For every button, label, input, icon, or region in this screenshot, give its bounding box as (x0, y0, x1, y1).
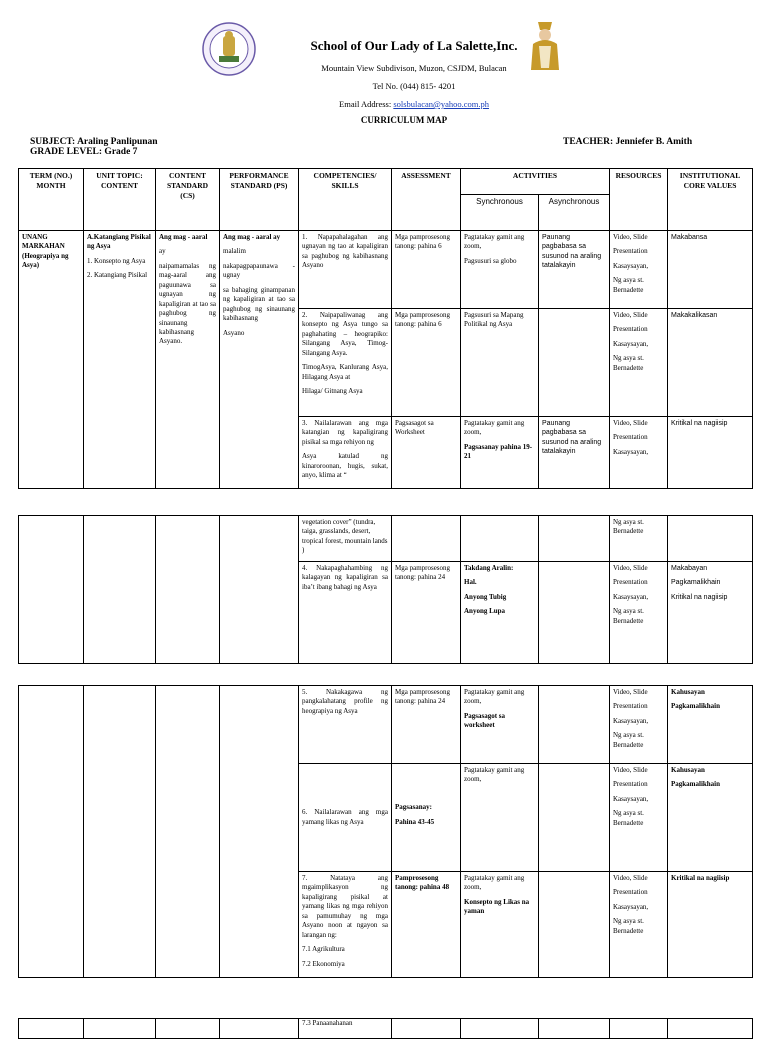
assess-6-text-1: Pagsasanay: (395, 803, 432, 812)
cs-text-2: ay (159, 247, 166, 256)
val-4-b: Pagkamalikhain (671, 579, 721, 587)
school-name: School of Our Lady of La Salette,Inc. (310, 38, 518, 53)
res-5-d: Ng asya st. Bernadette (613, 731, 644, 749)
sync-5 (461, 686, 539, 764)
term-cell (19, 231, 84, 489)
comp-3-text-2: Asya katulad ng kinaroroonan, hugis, sukat, anyo, klima at “ (302, 452, 388, 480)
competency-3-cont: vegetation cover” (tundra, taiga, grasslands, desert, tropical forest, mountain lands ) (299, 516, 392, 562)
unit-cell-b2 (84, 516, 156, 664)
val-4-c: Kritikal na nagiisip (671, 593, 728, 601)
sync-7 (461, 872, 539, 978)
val-5-b: Pagkamalikhain (671, 702, 721, 711)
assessment-1: Mga pamprosesong tanong: pahina 6 (392, 231, 461, 309)
res-5-a: Video, Slide (613, 688, 648, 696)
unit-cell-b3 (84, 686, 156, 978)
core-value-b4 (668, 1019, 753, 1039)
res-5-c: Kasaysayan, (613, 716, 649, 725)
assessment-6 (392, 764, 461, 872)
res-7-a: Video, Slide (613, 874, 648, 882)
curriculum-table-block-3 (18, 685, 753, 978)
async-3: Paunang pagbabasa sa susunod na araling tatalakayin (539, 417, 610, 489)
res-4-a: Video, Slide (613, 564, 648, 572)
ps-text-2: malalim (223, 247, 246, 256)
sync-1-text-1: Pagtatakay gamit ang zoom, (464, 233, 525, 251)
resources-7 (610, 872, 668, 978)
content-standard-cell (156, 231, 220, 489)
header-term: TERM (NO.) MONTH (19, 169, 84, 231)
comp-7-text-1: 7. Natataya ang mgaimplikasyon ng kapaligirang pisikal at yamang likas ng mga rehiyon sa pamumuhay ng mga Asyano noon at ngayon sa larangan ng: (302, 874, 388, 939)
res-1-d: Ng asya st. Bernadette (613, 276, 644, 294)
core-value-3: Kritikal na nagiisip (668, 417, 753, 489)
term-text: UNANG MARKAHAN (Heograpiya ng Asya) (22, 233, 69, 270)
ps-cell-b2 (220, 516, 299, 664)
competency-7-cont: 7.3 Panaanahanan (299, 1019, 392, 1039)
cs-cell-b4 (156, 1019, 220, 1039)
val-5-a: Kahusayan (671, 688, 705, 696)
header-synchronous: Synchronous (461, 195, 539, 231)
sync-4-text-4: Anyong Lupa (464, 607, 506, 616)
res-2-d: Ng asya st. Bernadette (613, 354, 644, 372)
async-b2-1 (539, 516, 610, 562)
async-6 (539, 764, 610, 872)
sync-7-text-2: Konsepto ng Likas na yaman (464, 897, 530, 916)
core-value-b2-1 (668, 516, 753, 562)
resources-6 (610, 764, 668, 872)
core-value-4 (668, 562, 753, 664)
teacher-label: TEACHER: Jenniefer B. Amith (563, 137, 693, 147)
sync-4-text-2: Hal. (464, 578, 477, 587)
resources-4 (610, 562, 668, 664)
resources-3 (610, 417, 668, 489)
assessment-b2-1 (392, 516, 461, 562)
school-email-line (0, 99, 768, 109)
sync-5-text-2: Pagsasagot sa worksheet (464, 711, 506, 730)
async-1: Paunang pagbabasa sa susunod na araling tatalakayin (539, 231, 610, 309)
async-b4 (539, 1019, 610, 1039)
async-4 (539, 562, 610, 664)
curriculum-table-block-1 (18, 168, 753, 489)
comp-7-text-2: 7.1 Agrikultura (302, 945, 345, 954)
ps-cell-b4 (220, 1019, 299, 1039)
grade-level-label: GRADE LEVEL: Grade 7 (30, 147, 138, 157)
ps-text-3: nakapagpapaunawa - ugnay (223, 261, 295, 280)
val-4-a: Makabayan (671, 565, 708, 572)
school-address: Mountain View Subdivison, Muzon, CSJDM, Bulacan (321, 63, 507, 73)
val-6-a: Kahusayan (671, 766, 705, 774)
res-1-a: Video, Slide (613, 233, 648, 241)
sync-3-text-1: Pagtatakay gamit ang zoom, (464, 419, 525, 437)
document-title: CURRICULUM MAP (360, 115, 448, 125)
res-6-c: Kasaysayan, (613, 794, 649, 803)
assessment-7: Pamprosesong tanong: pahina 48 (392, 872, 461, 978)
header-core-values: INSTITUTIONAL CORE VALUES (668, 169, 753, 231)
resources-1 (610, 231, 668, 309)
res-4-d: Ng asya st. Bernadette (613, 607, 644, 625)
val-6-b: Pagkamalikhain (671, 780, 721, 789)
header-content-standard: CONTENT STANDARD (CS) (156, 169, 220, 231)
header-competencies: COMPETENCIES/ SKILLS (299, 169, 392, 231)
school-tel: Tel No. (044) 815- 4201 (372, 81, 456, 91)
res-2-c: Kasaysayan, (613, 339, 649, 348)
ps-text-4: sa bahaging ginampanan ng kapaligiran at tao sa paghubog ng sinaunang kabihasnang (223, 285, 295, 323)
email-link[interactable]: solsbulacan@yahoo.com.ph (393, 99, 489, 109)
core-value-7: Kritikal na nagiisip (668, 872, 753, 978)
competency-3 (299, 417, 392, 489)
res-5-b: Presentation (613, 702, 648, 711)
header-unit-topic: UNIT TOPIC: CONTENT (84, 169, 156, 231)
header-assessment: ASSESSMENT (392, 169, 461, 231)
sync-2: Pagsusuri sa Mapang Politikal ng Asya (461, 309, 539, 417)
ps-cell-b3 (220, 686, 299, 978)
res-7-c: Kasaysayan, (613, 902, 649, 911)
competency-4: 4. Nakapaghahambing ng kalagayan ng kapaligiran sa iba’t ibang bahagi ng Asya (299, 562, 392, 664)
assessment-b4 (392, 1019, 461, 1039)
header-asynchronous: Asynchronous (539, 195, 610, 231)
cs-text-1: Ang mag - aaral (159, 233, 208, 241)
res-2-b: Presentation (613, 325, 648, 334)
competency-7 (299, 872, 392, 978)
competency-6: 6. Nailalarawan ang mga yamang likas ng Asya (299, 764, 392, 872)
res-2-a: Video, Slide (613, 311, 648, 319)
res-3-a: Video, Slide (613, 419, 648, 427)
res-1-b: Presentation (613, 247, 648, 256)
sync-7-text-1: Pagtatakay gamit ang zoom, (464, 874, 525, 892)
term-cell-b3 (19, 686, 84, 978)
term-cell-b2 (19, 516, 84, 664)
ps-text-1: Ang mag - aaral ay (223, 233, 281, 241)
cs-cell-b2 (156, 516, 220, 664)
sync-b4 (461, 1019, 539, 1039)
unit-cell-b4 (84, 1019, 156, 1039)
term-cell-b4 (19, 1019, 84, 1039)
header-activities: ACTIVITIES (461, 169, 610, 195)
res-6-a: Video, Slide (613, 766, 648, 774)
cs-cell-b3 (156, 686, 220, 978)
unit-title: A.Katangiang Pisikal ng Asya (87, 233, 151, 251)
curriculum-table-block-2 (18, 515, 753, 664)
core-value-6 (668, 764, 753, 872)
unit-item-1: 1. Konsepto ng Asya (87, 256, 146, 265)
header-performance-standard: PERFORMANCE STANDARD (PS) (220, 169, 299, 231)
resources-5 (610, 686, 668, 764)
sync-4-text-1: Takdang Aralin: (464, 564, 514, 572)
assessment-3: Pagsasagot sa Worksheet (392, 417, 461, 489)
res-7-d: Ng asya st. Bernadette (613, 917, 644, 935)
assessment-2: Mga pamprosesong tanong: pahina 6 (392, 309, 461, 417)
header-resources: RESOURCES (610, 169, 668, 231)
competency-5: 5. Nakakagawa ng pangkalahatang profile ng heograpiya ng Asya (299, 686, 392, 764)
resources-3-cont: Ng asya st. Bernadette (610, 516, 668, 562)
comp-3-text-1: 3. Nailalarawan ang mga katangian ng kapaligirang pisikal sa mga rehiyon ng (302, 419, 388, 446)
ps-text-5: Asyano (223, 328, 245, 337)
res-7-b: Presentation (613, 888, 648, 897)
sync-3 (461, 417, 539, 489)
res-4-c: Kasaysayan, (613, 592, 649, 601)
res-6-d: Ng asya st. Bernadette (613, 809, 644, 827)
curriculum-table-block-4 (18, 1018, 753, 1039)
sync-b2-1 (461, 516, 539, 562)
res-1-c: Kasaysayan, (613, 261, 649, 270)
competency-1: 1. Napapahalagahan ang ugnayan ng tao at kapaligiran sa paghubog ng kabihasnang Asyano (299, 231, 392, 309)
unit-item-2: 2. Katangiang Pisikal (87, 271, 148, 280)
sync-1-text-2: Pagsusuri sa globo (464, 256, 517, 265)
comp-2-text-3: Hilaga/ Gitnang Asya (302, 387, 363, 396)
resources-b4 (610, 1019, 668, 1039)
competency-2 (299, 309, 392, 417)
cs-text-3: naipamamalas ng mag-aaral ang paguunawa sa ugnayan ng kapaligiran at tao sa paghubog ng sinaunang kabihasnang Asyano. (159, 261, 216, 346)
core-value-1: Makabansa (668, 231, 753, 309)
core-value-2: Makakalikasan (668, 309, 753, 417)
async-5 (539, 686, 610, 764)
performance-standard-cell (220, 231, 299, 489)
res-4-b: Presentation (613, 578, 648, 587)
comp-2-text-2: TimogAsya, Kanlurang Asya, Hilagang Asya at (302, 363, 388, 381)
sync-6: Pagtatakay gamit ang zoom, (461, 764, 539, 872)
sync-3-text-2: Pagsasanay pahina 19-21 (464, 442, 533, 461)
async-2 (539, 309, 610, 417)
assessment-4: Mga pamprosesong tanong: pahina 24 (392, 562, 461, 664)
subject-label: SUBJECT: Araling Panlipunan (30, 137, 158, 147)
assess-6-text-2: Pahina 43-45 (395, 817, 435, 826)
comp-2-text-1: 2. Naipapaliwanag ang konsepto ng Asya tungo sa paghahating – heograpiko: Silangang Asya, Timog-Silangang Asya. (302, 311, 388, 357)
sync-4 (461, 562, 539, 664)
assessment-5: Mga pamprosesong tanong: pahina 24 (392, 686, 461, 764)
core-value-5 (668, 686, 753, 764)
res-3-b: Presentation (613, 433, 648, 442)
sync-5-text-1: Pagtatakay gamit ang zoom, (464, 688, 525, 706)
sync-1 (461, 231, 539, 309)
unit-topic-cell (84, 231, 156, 489)
resources-2 (610, 309, 668, 417)
res-6-b: Presentation (613, 780, 648, 789)
res-3-c: Kasaysayan, (613, 447, 649, 456)
async-7 (539, 872, 610, 978)
comp-7-text-3: 7.2 Ekonomiya (302, 959, 345, 968)
email-label: Email Address: (339, 99, 394, 109)
sync-4-text-3: Anyong Tubig (464, 592, 507, 601)
